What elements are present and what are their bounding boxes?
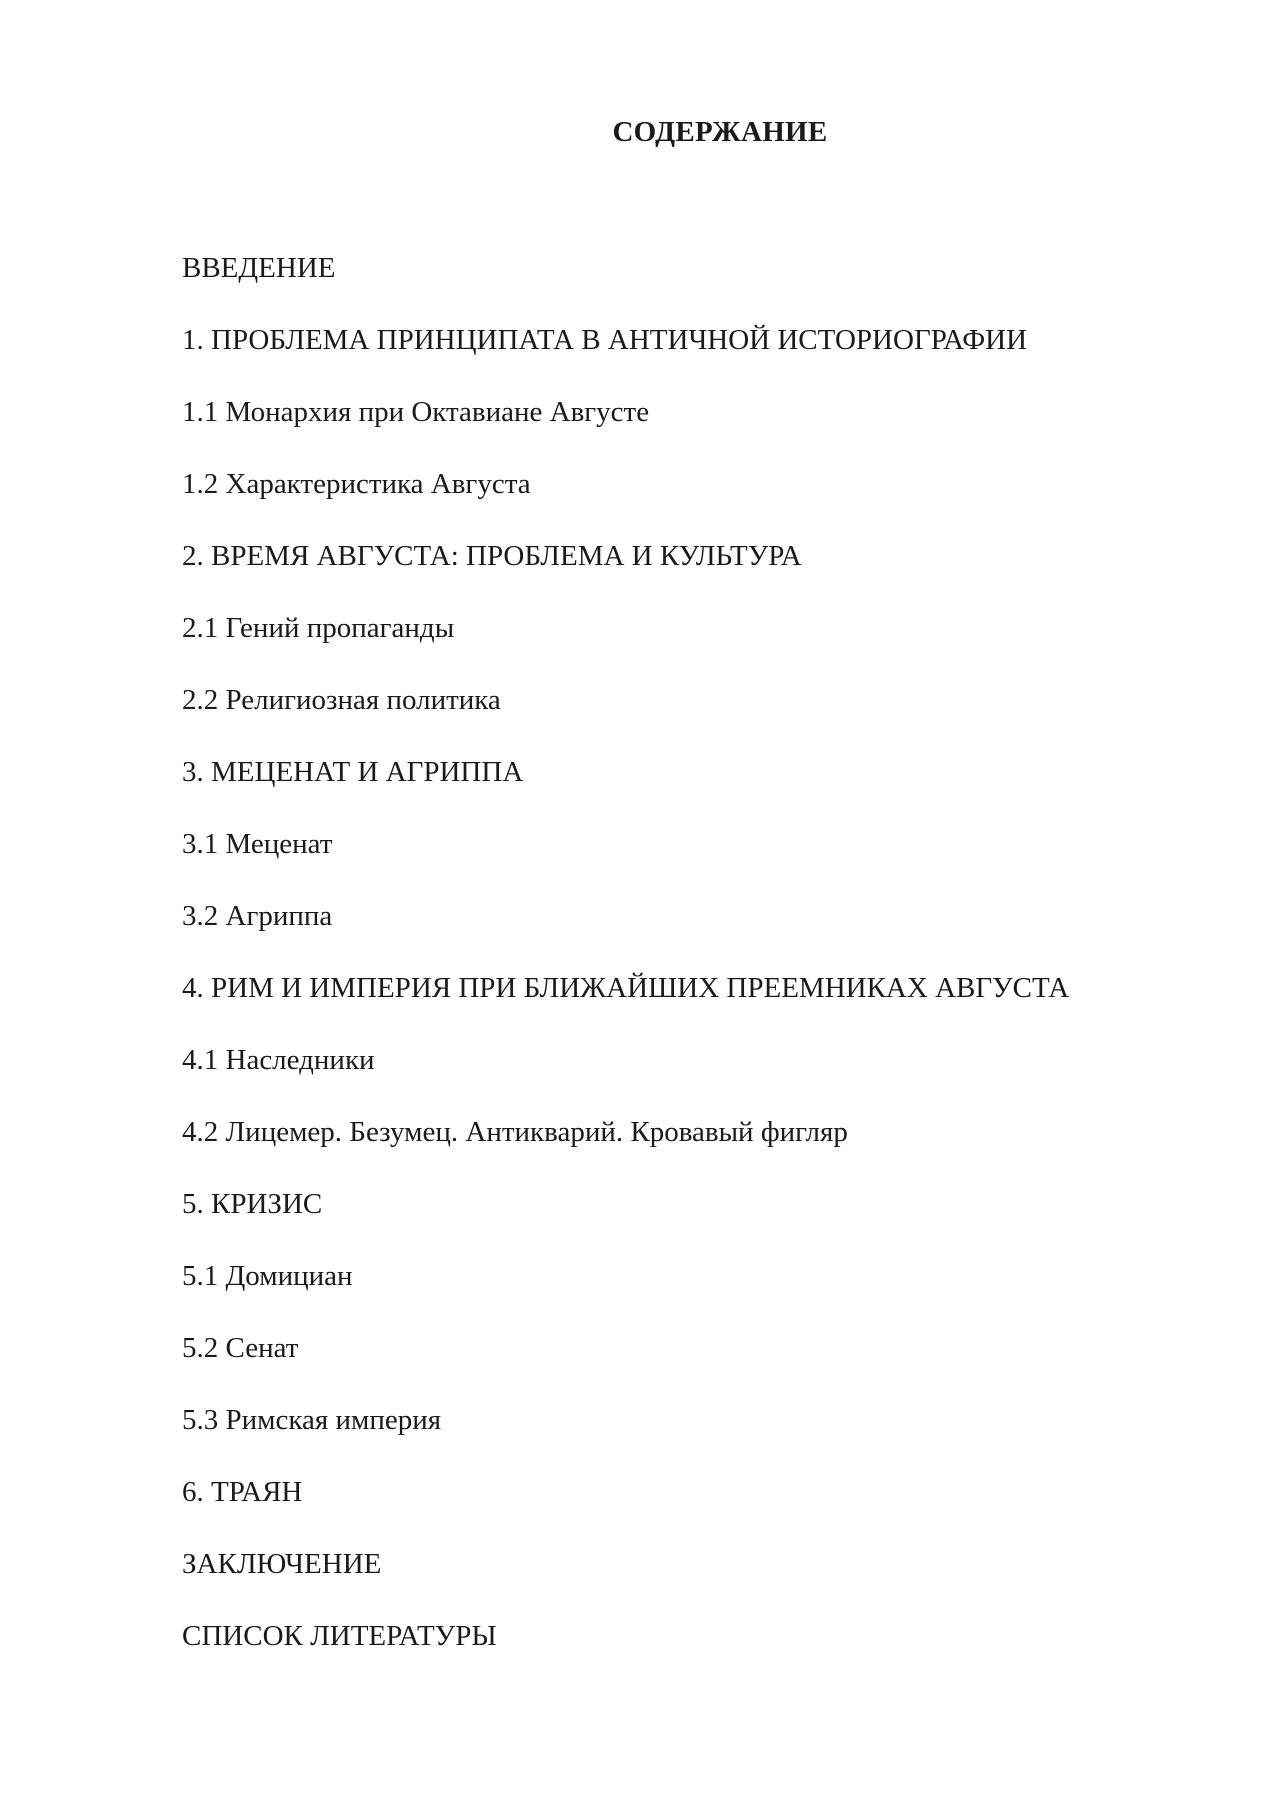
toc-item-chapter-5: 5. КРИЗИС — [182, 1188, 323, 1220]
toc-item-chapter-3: 3. МЕЦЕНАТ И АГРИППА — [182, 756, 524, 788]
toc-list — [182, 251, 1069, 1691]
toc-item-section-3-2: 3.2 Агриппа — [182, 900, 333, 932]
toc-item-section-1-2: 1.2 Характеристика Августа — [182, 468, 531, 500]
toc-item-introduction: ВВЕДЕНИЕ — [182, 252, 336, 284]
toc-item-section-4-1: 4.1 Наследники — [182, 1044, 375, 1076]
toc-item-section-3-1: 3.1 Меценат — [182, 828, 333, 860]
toc-item-section-4-2: 4.2 Лицемер. Безумец. Антикварий. Кровавый фигляр — [182, 1116, 848, 1148]
toc-item-section-5-3: 5.3 Римская империя — [182, 1404, 442, 1436]
toc-item-chapter-2: 2. ВРЕМЯ АВГУСТА: ПРОБЛЕМА И КУЛЬТУРА — [182, 540, 802, 572]
toc-item-section-5-2: 5.2 Сенат — [182, 1332, 299, 1364]
toc-item-section-1-1: 1.1 Монархия при Октавиане Августе — [182, 396, 650, 428]
toc-item-chapter-1: 1. ПРОБЛЕМА ПРИНЦИПАТА В АНТИЧНОЙ ИСТОРИОГРАФИИ — [182, 324, 1028, 356]
toc-item-section-5-1: 5.1 Домициан — [182, 1260, 353, 1292]
toc-item-section-2-1: 2.1 Гений пропаганды — [182, 612, 455, 644]
toc-item-conclusion: ЗАКЛЮЧЕНИЕ — [182, 1548, 382, 1580]
toc-item-bibliography: СПИСОК ЛИТЕРАТУРЫ — [182, 1620, 497, 1652]
toc-item-chapter-6: 6. ТРАЯН — [182, 1476, 303, 1508]
toc-item-section-2-2: 2.2 Религиозная политика — [182, 684, 501, 716]
toc-item-chapter-4: 4. РИМ И ИМПЕРИЯ ПРИ БЛИЖАЙШИХ ПРЕЕМНИКАХ АВГУСТА — [182, 972, 1070, 1004]
toc-title: СОДЕРЖАНИЕ — [612, 116, 828, 148]
